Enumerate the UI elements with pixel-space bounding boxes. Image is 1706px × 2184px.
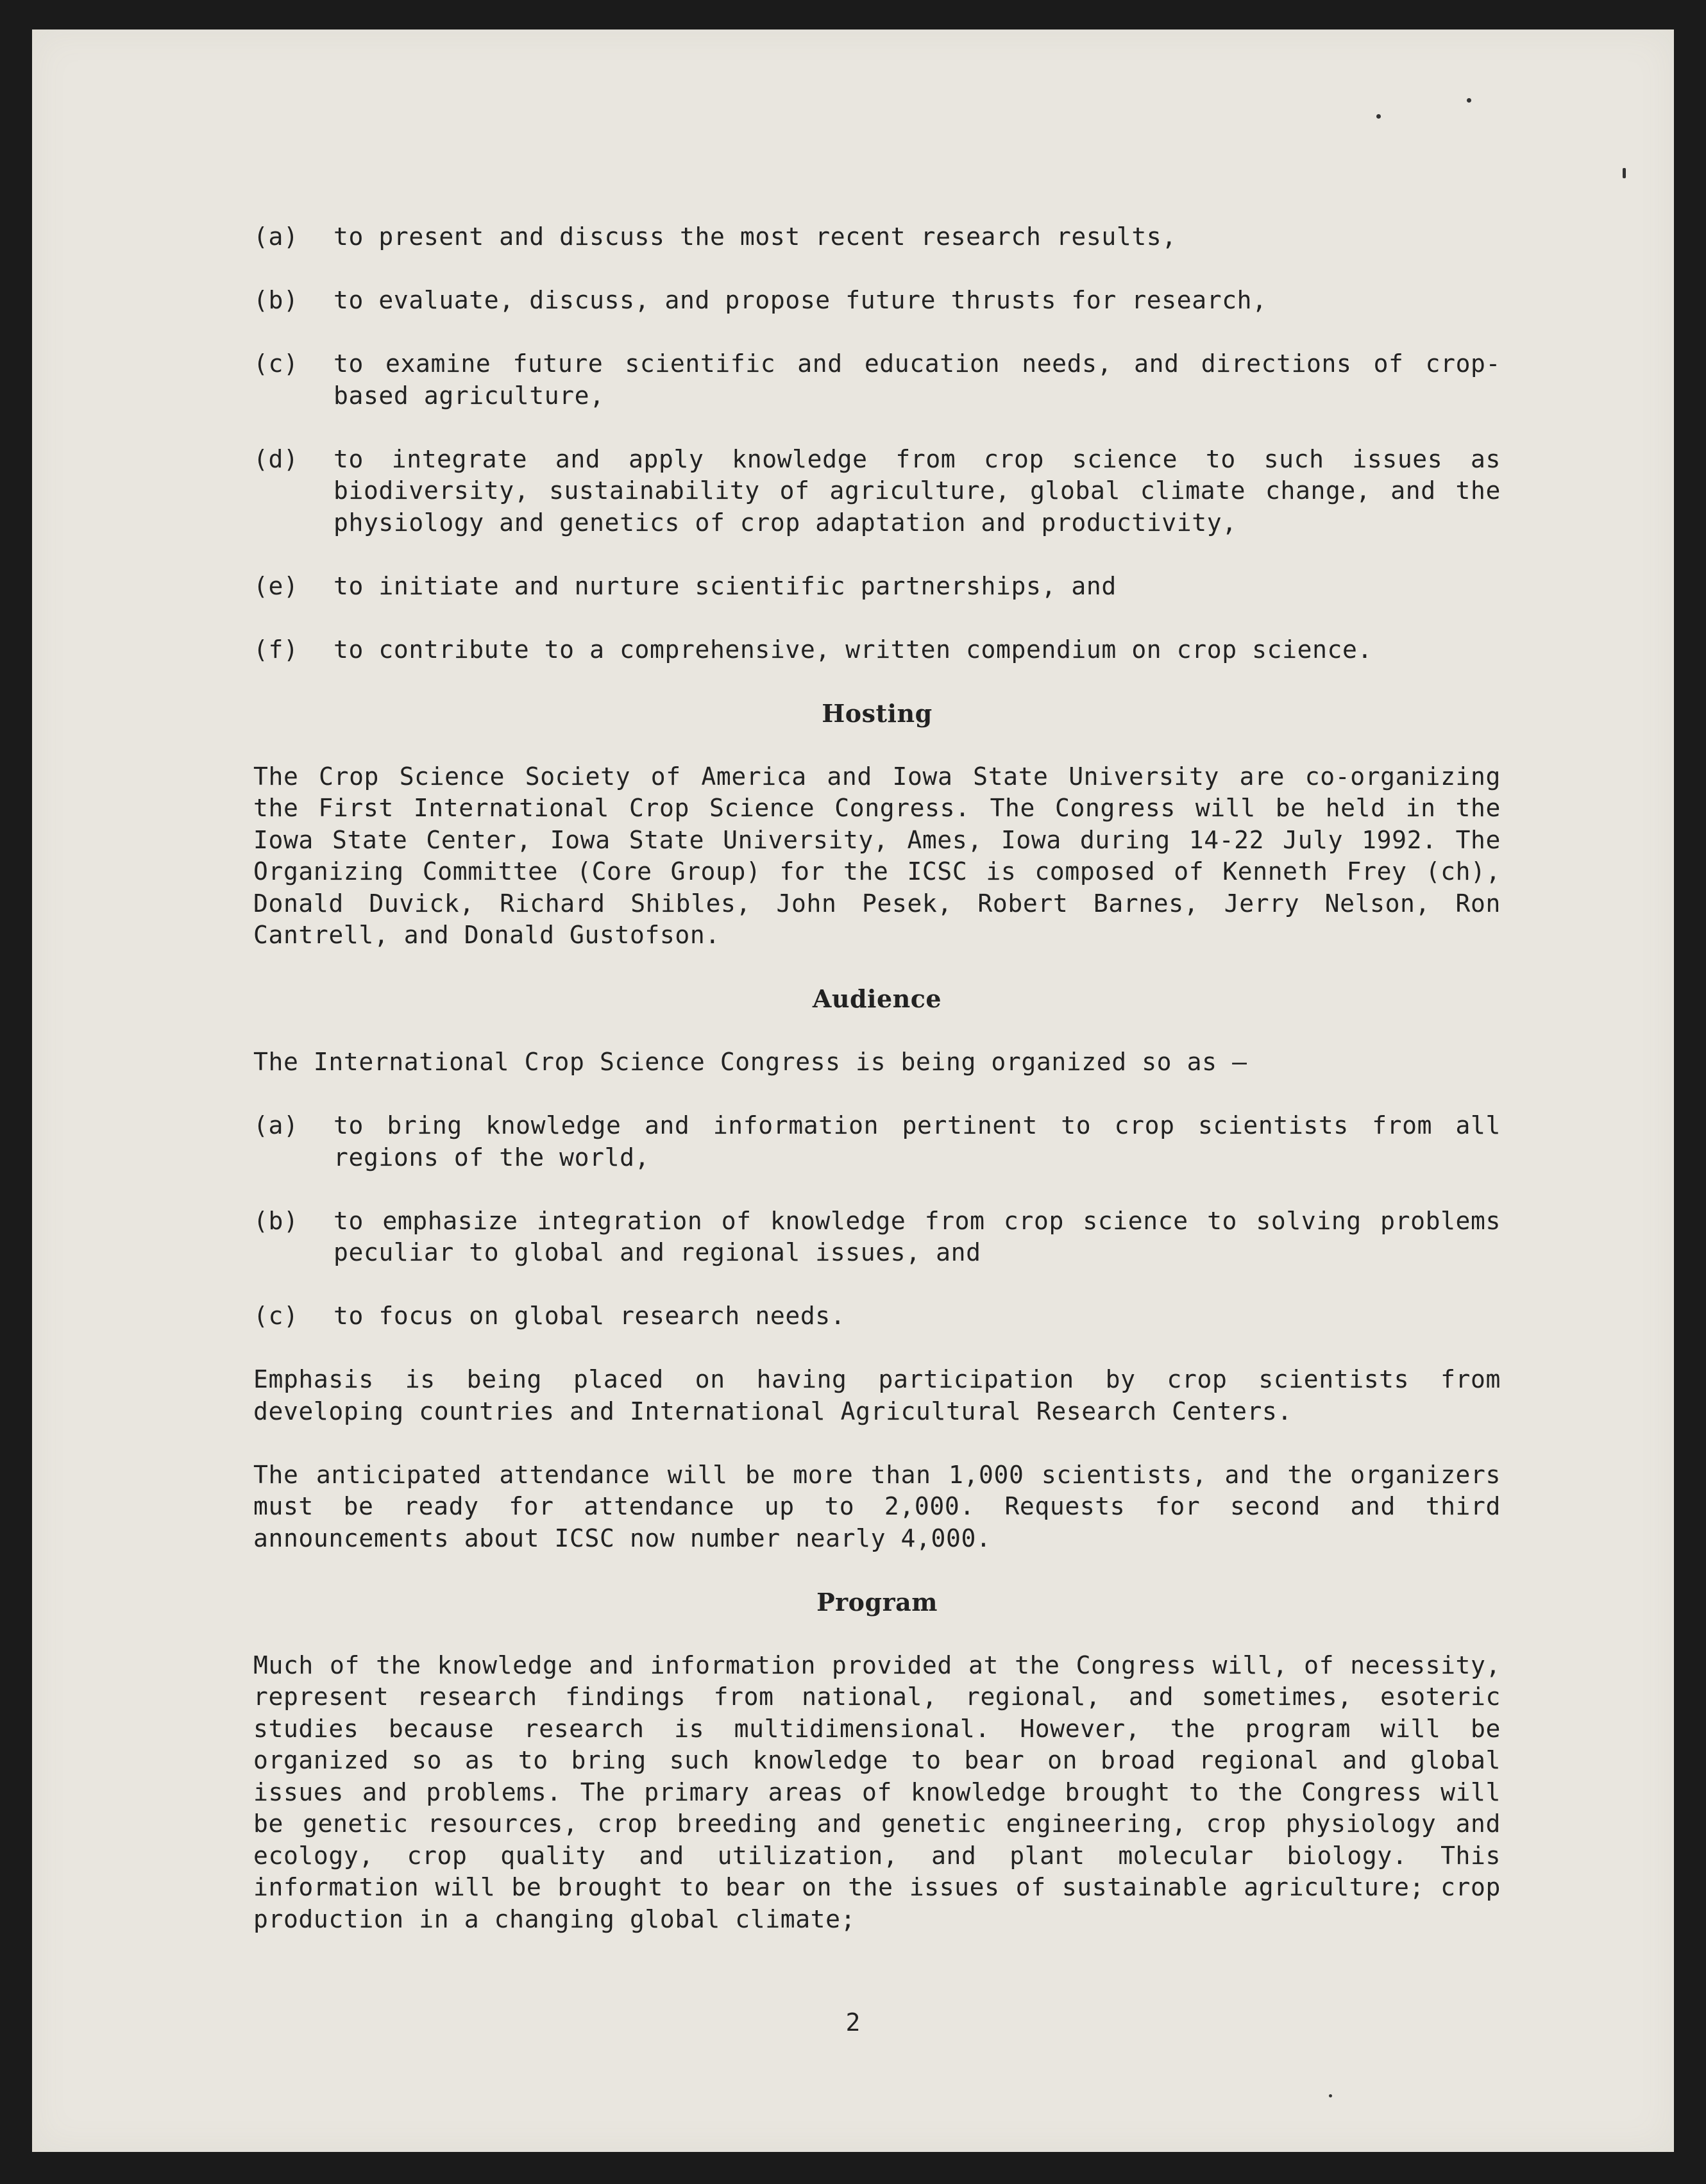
objective-item [253,348,1501,412]
item-label: (c) [253,1302,299,1330]
item-label: (b) [253,286,299,314]
attendance-paragraph: The anticipated attendance will be more than 1,000 scientists, and the organizers must be ready for attendance up to 2,000. Requests for second and third announcements about ICSC now number nearly 4,000. [253,1460,1501,1552]
audience-item [253,1205,1501,1269]
audience-item [253,1300,1501,1332]
section-heading-program: Program [816,1587,938,1617]
item-label: (b) [253,1206,299,1235]
paper-speck [1467,98,1471,103]
audience-item [253,1110,1501,1173]
item-label: (d) [253,444,299,473]
item-label: (e) [253,571,299,600]
objective-item [253,285,1501,317]
objective-item [253,444,1501,539]
item-label: (f) [253,635,299,664]
item-label: (a) [253,1111,299,1139]
item-text: to bring knowledge and information pertinent to crop scientists from all regions of the world, [334,1111,1501,1172]
section-heading-hosting: Hosting [822,698,933,728]
item-text: to evaluate, discuss, and propose future thrusts for research, [334,286,1267,314]
objective-item [253,221,1501,253]
paper-speck [1623,168,1626,178]
emphasis-paragraph: Emphasis is being placed on having participation by crop scientists from developing countries and International Agricultural Research Centers. [253,1365,1501,1425]
paper-speck [1376,114,1381,119]
audience-intro: The International Crop Science Congress is being organized so as — [253,1048,1247,1076]
item-text: to emphasize integration of knowledge from crop science to solving problems peculiar to global and regional issues, and [334,1206,1501,1266]
item-label: (c) [253,349,299,378]
objective-item [253,571,1501,603]
item-text: to integrate and apply knowledge from crop science to such issues as biodiversity, sustainability of agriculture, global climate change, and the physiology and genetics of crop adaptation and productivity, [334,444,1501,537]
page-number: 2 [845,2008,861,2037]
item-text: to contribute to a comprehensive, written compendium on crop science. [334,635,1372,664]
item-text: to initiate and nurture scientific partnerships, and [334,571,1117,600]
document-body [253,221,1501,1967]
item-text: to present and discuss the most recent research results, [334,223,1177,251]
paper-speck [1329,2094,1332,2097]
objective-item [253,634,1501,666]
section-heading-audience: Audience [812,984,942,1013]
program-paragraph: Much of the knowledge and information provided at the Congress will, of necessity, represent research findings from national, regional, and sometimes, esoteric studies because research is multidimensional. However, the program will be organized so as to bring such knowledge to bear on broad regional and global issues and problems. The primary areas of knowledge brought to the Congress will be genetic resources, crop breeding and genetic engineering, crop physiology and ecology, crop quality and utilization, and plant molecular biology. This information will be brought to bear on the issues of sustainable agriculture; crop production in a changing global climate; [253,1651,1501,1933]
hosting-paragraph: The Crop Science Society of America and Iowa State University are co-organizing the First International Crop Science Congress. The Congress will be held in the Iowa State Center, Iowa State University, Ames, Iowa during 14-22 July 1992. The Organizing Committee (Core Group) for the ICSC is composed of Kenneth Frey (ch), Donald Duvick, Richard Shibles, John Pesek, Robert Barnes, Jerry Nelson, Ron Cantrell, and Donald Gustofson. [253,762,1501,949]
item-label: (a) [253,223,299,251]
item-text: to examine future scientific and education needs, and directions of crop-based agriculture, [334,349,1501,410]
item-text: to focus on global research needs. [334,1302,846,1330]
